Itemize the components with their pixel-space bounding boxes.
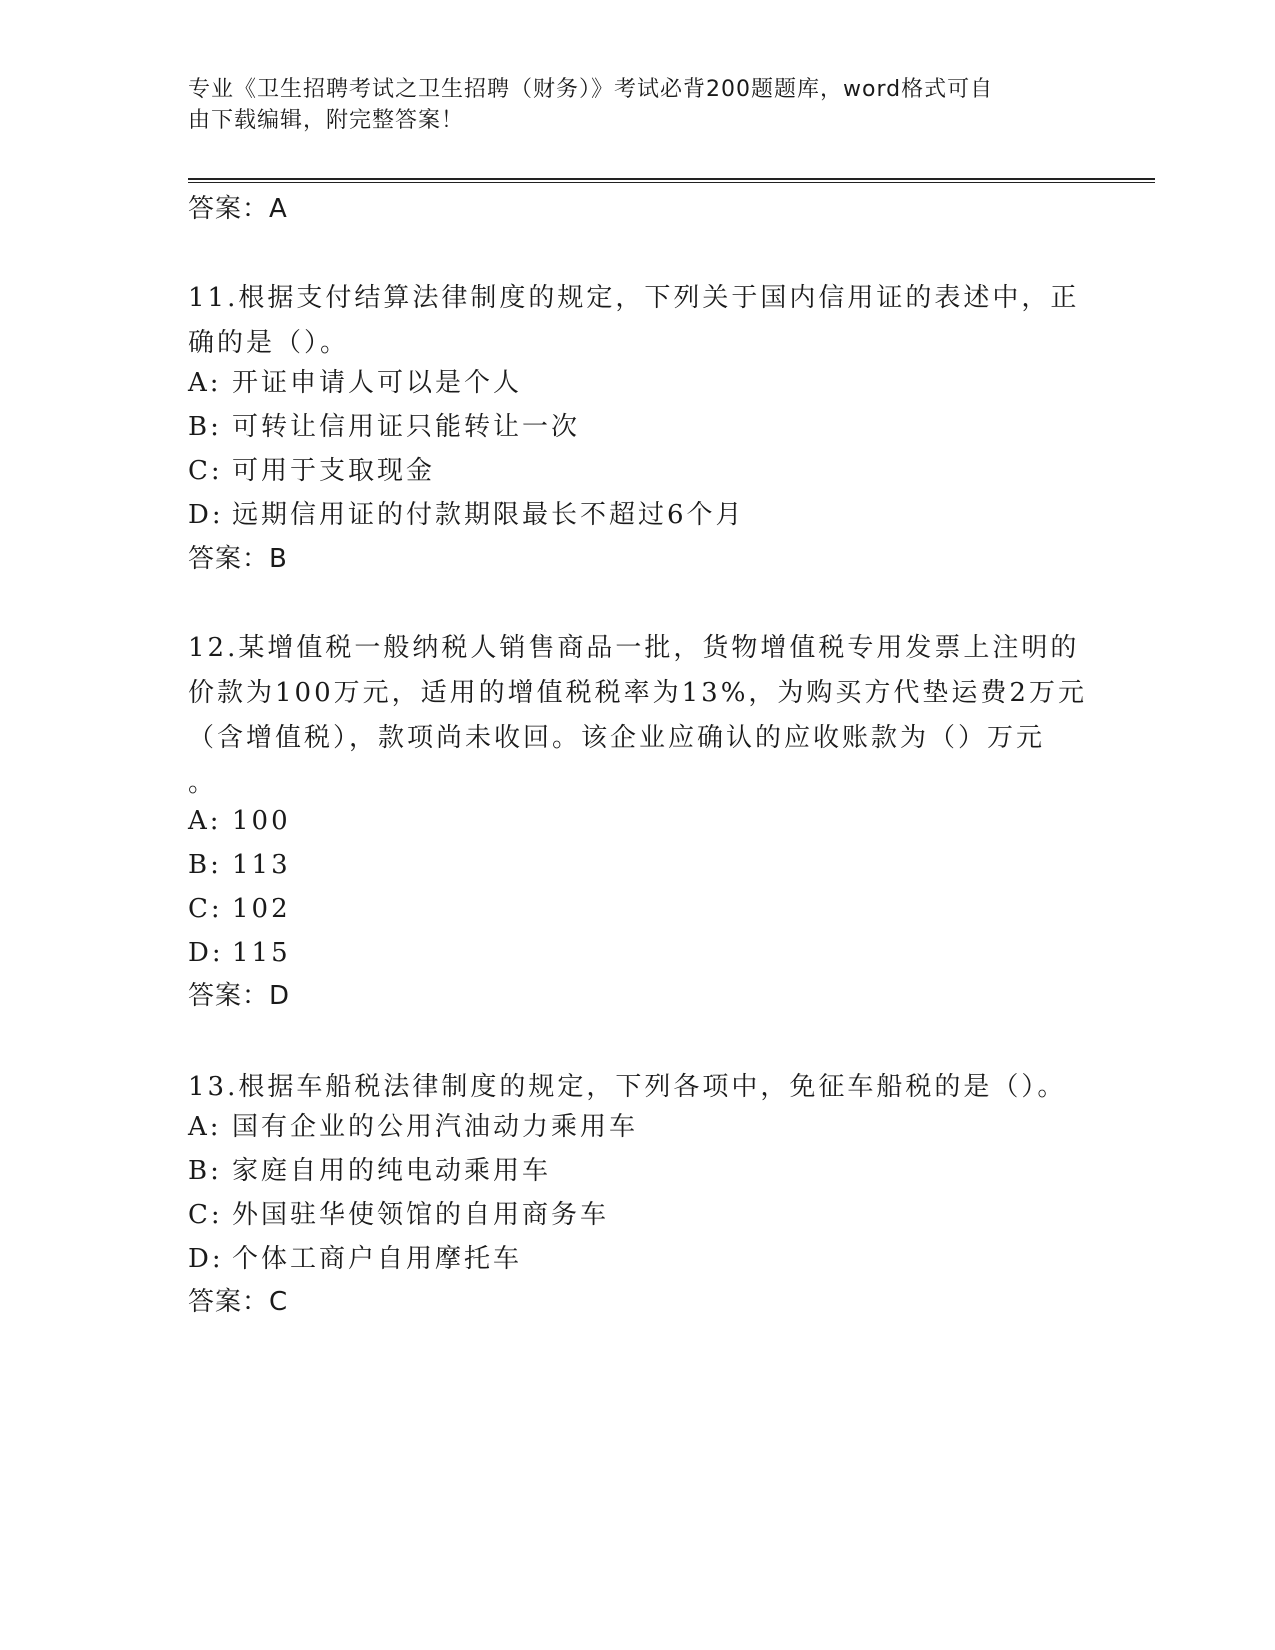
option-text: 113 [232,850,291,880]
question-stem-line: 12.某增值税一般纳税人销售商品一批，货物增值税专用发票上注明的 [188,633,1080,663]
question-stem-line: 价款为100万元，适用的增值税税率为13%，为购买方代垫运费2万元 [188,678,1087,708]
question-stem-line: 确的是（）。 [188,328,350,358]
question-13-option-c [188,1199,609,1231]
option-letter: B: [188,1156,222,1186]
option-text: 115 [232,938,291,968]
question-11-option-b [188,411,580,443]
question-12-option-c [188,893,291,925]
question-11-stem [188,276,1088,366]
answer-label: 答案： [188,1287,270,1317]
option-text: 开证申请人可以是个人 [232,368,523,398]
answer-value: D [269,981,291,1011]
question-12-stem [188,626,1088,806]
answer-value: C [269,1287,289,1317]
option-letter: D: [188,500,224,530]
question-12-option-a [188,805,291,837]
option-letter: A: [188,368,222,398]
question-13-option-b [188,1155,551,1187]
page-header [188,74,1068,136]
option-letter: D: [188,1244,224,1274]
answer-label: 答案： [188,544,270,574]
question-12-option-b [188,849,291,881]
answer-label: 答案： [188,981,270,1011]
answer-value: B [269,544,288,574]
option-text: 家庭自用的纯电动乘用车 [232,1156,552,1186]
question-11-answer [188,543,288,575]
option-letter: B: [188,412,222,442]
option-text: 国有企业的公用汽油动力乘用车 [232,1112,639,1142]
option-text: 远期信用证的付款期限最长不超过6个月 [232,500,745,530]
option-text: 外国驻华使领馆的自用商务车 [232,1200,610,1230]
option-text: 100 [232,806,291,836]
option-letter: A: [188,1112,222,1142]
option-letter: C: [188,894,223,924]
question-stem-line: （含增值税），款项尚未收回。该企业应确认的应收账款为（）万元 [188,723,1046,753]
option-letter: B: [188,850,222,880]
option-letter: C: [188,1200,223,1230]
option-letter: D: [188,938,224,968]
question-13-option-d [188,1243,522,1275]
option-text: 个体工商户自用摩托车 [232,1244,523,1274]
header-line-2: 由下载编辑，附完整答案！ [188,108,465,133]
question-stem-line: 13.根据车船税法律制度的规定，下列各项中，免征车船税的是（）。 [188,1072,1067,1102]
option-text: 可转让信用证只能转让一次 [232,412,581,442]
question-12-answer [188,980,290,1012]
question-13-stem [188,1065,1088,1110]
answer-line [188,193,288,225]
question-11-option-d [188,499,745,531]
answer-label: 答案： [188,194,270,224]
header-line-1: 专业《卫生招聘考试之卫生招聘（财务）》考试必背200题题库，word格式可自 [188,77,994,102]
question-13-option-a [188,1111,638,1143]
option-letter: C: [188,456,223,486]
option-letter: A: [188,806,222,836]
header-divider [188,178,1155,183]
question-13-answer [188,1286,288,1318]
question-11-option-c [188,455,435,487]
option-text: 可用于支取现金 [232,456,436,486]
answer-value: A [269,194,288,224]
question-stem-line: 11.根据支付结算法律制度的规定，下列关于国内信用证的表述中，正 [188,283,1080,313]
question-11-option-a [188,367,522,399]
question-stem-line: 。 [188,768,218,798]
question-12-option-d [188,937,291,969]
option-text: 102 [232,894,291,924]
